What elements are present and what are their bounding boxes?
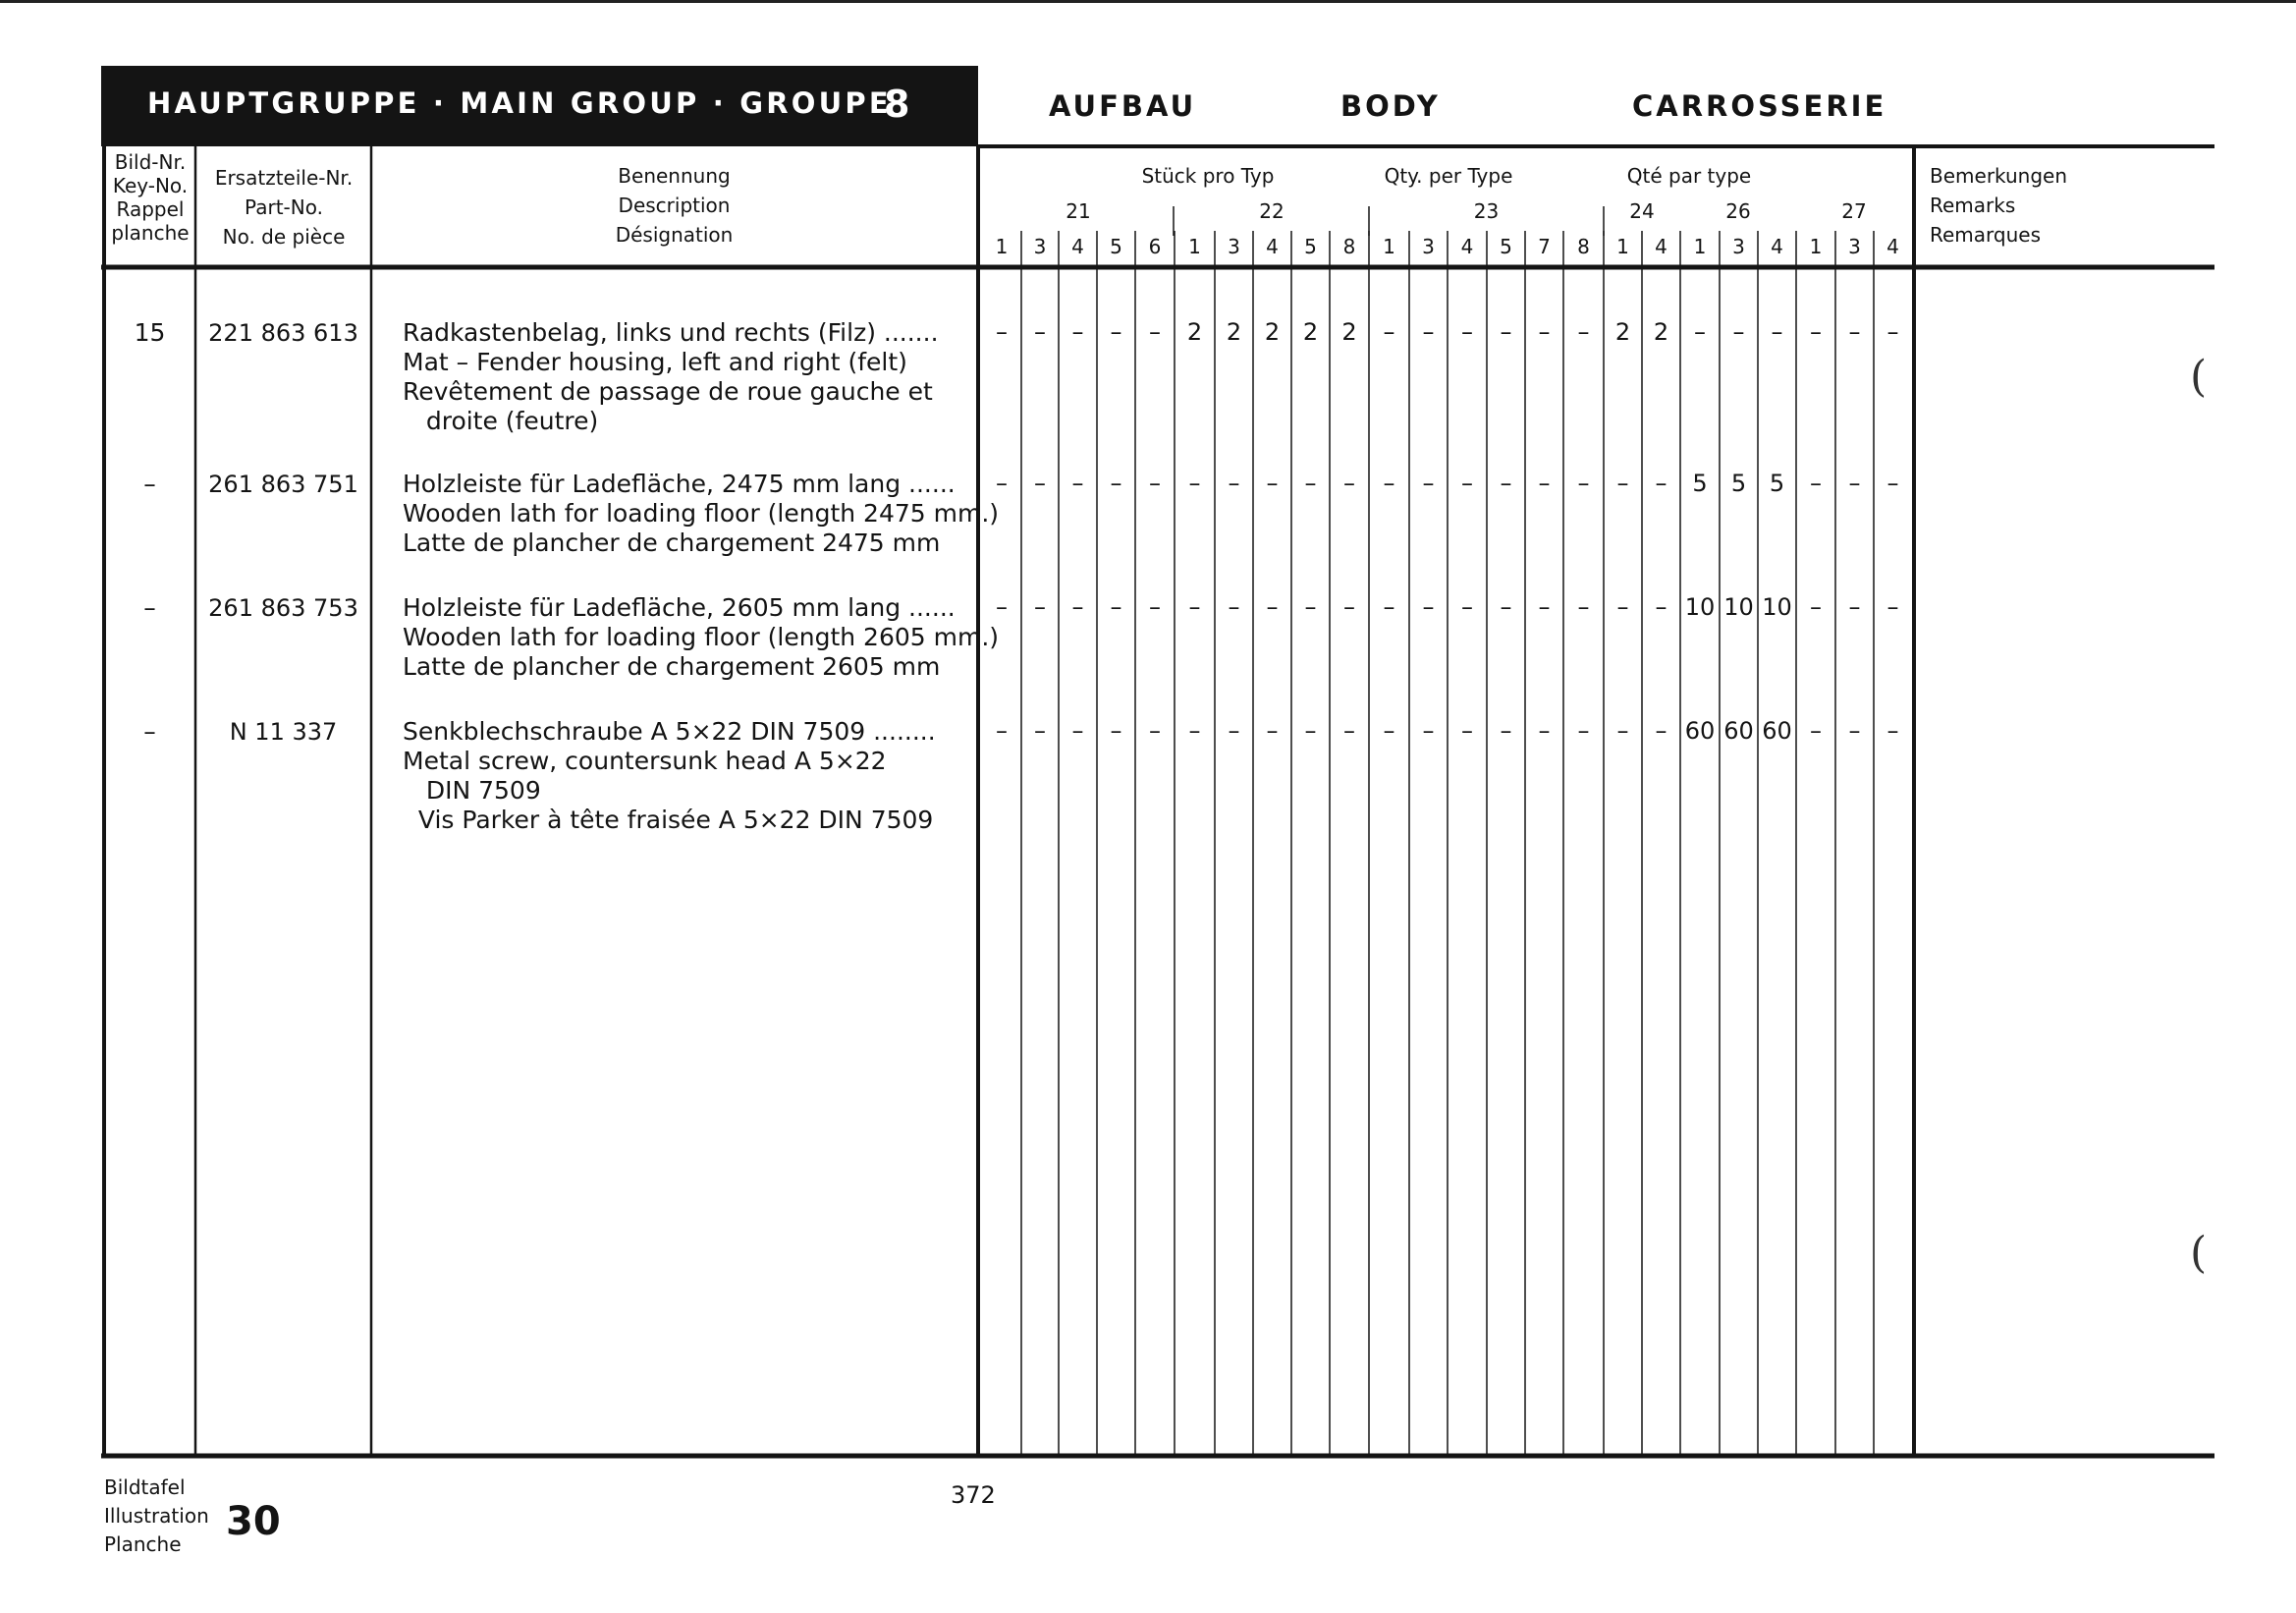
qty-cell: – xyxy=(1886,717,1899,745)
plate-label: Bildtafel Illustration Planche xyxy=(104,1475,209,1556)
main-group-label: HAUPTGRUPPE · MAIN GROUP · GROUPE xyxy=(147,86,892,120)
type-group-label: 24 xyxy=(1629,199,1655,223)
qty-cell: – xyxy=(1500,470,1512,497)
remarks-header: Bemerkungen Remarks Remarques xyxy=(1930,164,2068,247)
qty-cell: 2 xyxy=(1226,318,1242,346)
sub-type-label: 7 xyxy=(1538,235,1551,258)
sub-type-label: 5 xyxy=(1110,235,1122,258)
qty-cell: – xyxy=(1848,470,1861,497)
qty-cell: 10 xyxy=(1762,593,1792,621)
qty-cell: – xyxy=(1188,717,1201,745)
sub-type-label: 5 xyxy=(1500,235,1512,258)
qty-cell: – xyxy=(1461,717,1473,745)
sub-type-label: 3 xyxy=(1422,235,1435,258)
qty-cell: – xyxy=(1034,717,1046,745)
qty-cell: – xyxy=(1500,318,1512,346)
part-number: 261 863 753 xyxy=(208,594,358,622)
qty-cell: – xyxy=(1383,717,1395,745)
key-number: – xyxy=(143,717,156,746)
qty-cell: – xyxy=(1886,318,1899,346)
key-number: – xyxy=(143,470,156,498)
punch-hole-mark-top: ( xyxy=(2190,352,2208,402)
main-group-number: 8 xyxy=(884,83,910,126)
qty-cell: – xyxy=(1343,470,1355,497)
qty-cell: 10 xyxy=(1684,593,1716,621)
qty-title-en: Qty. per Type xyxy=(1384,164,1513,188)
qty-cell: – xyxy=(1266,593,1279,621)
type-group-label: 22 xyxy=(1259,199,1285,223)
qty-cell: – xyxy=(1383,318,1395,346)
qty-cell: 2 xyxy=(1341,318,1357,346)
qty-cell: – xyxy=(1732,318,1745,346)
qty-cell: – xyxy=(1886,470,1899,497)
qty-cell: – xyxy=(1110,470,1122,497)
description-header: Benennung Description Désignation xyxy=(615,164,734,247)
qty-cell: – xyxy=(1810,318,1822,346)
page-number: 372 xyxy=(951,1481,996,1509)
qty-cell: – xyxy=(1071,593,1084,621)
qty-cell: – xyxy=(1461,318,1473,346)
qty-cell: – xyxy=(1383,593,1395,621)
qty-cell: – xyxy=(1577,593,1590,621)
sub-type-label: 3 xyxy=(1732,235,1745,258)
sub-type-label: 4 xyxy=(1771,235,1783,258)
description-line: Wooden lath for loading floor (length 2605 mm.) xyxy=(403,623,1000,651)
description-line: Vis Parker à tête fraisée A 5×22 DIN 7509 xyxy=(403,806,934,834)
qty-cell: – xyxy=(1538,318,1551,346)
qty-cell: – xyxy=(996,318,1008,346)
qty-cell: – xyxy=(1071,318,1084,346)
description-line: Wooden lath for loading floor (length 2475 mm.) xyxy=(403,499,1000,528)
qty-cell: – xyxy=(1616,470,1629,497)
part-no-header: Ersatzteile-Nr. Part-No. No. de pièce xyxy=(214,166,354,249)
section-title-de: AUFBAU xyxy=(1049,89,1197,123)
qty-cell: – xyxy=(1304,593,1317,621)
sub-type-label: 1 xyxy=(995,235,1009,258)
qty-cell: – xyxy=(1886,593,1899,621)
qty-cell: – xyxy=(1188,470,1201,497)
sub-type-label: 1 xyxy=(1693,235,1707,258)
key-no-header: Bild-Nr. Key-No. Rappel planche xyxy=(111,150,190,245)
type-group-label: 21 xyxy=(1066,199,1091,223)
sub-type-label: 1 xyxy=(1188,235,1201,258)
qty-cell: – xyxy=(1771,318,1783,346)
sub-type-label: 8 xyxy=(1342,235,1356,258)
description-line: Holzleiste für Ladefläche, 2475 mm lang ...... xyxy=(403,470,956,498)
qty-cell: – xyxy=(1461,470,1473,497)
qty-cell: – xyxy=(1343,593,1355,621)
qty-cell: – xyxy=(1577,470,1590,497)
qty-cell: – xyxy=(1149,717,1161,745)
qty-cell: – xyxy=(996,593,1008,621)
qty-cell: – xyxy=(1810,593,1822,621)
section-title-fr: CARROSSERIE xyxy=(1632,89,1887,123)
sub-type-label: 4 xyxy=(1460,235,1474,258)
sub-type-label: 4 xyxy=(1071,235,1084,258)
qty-cell: – xyxy=(1500,717,1512,745)
qty-cell: 2 xyxy=(1302,318,1319,346)
description-line: Latte de plancher de chargement 2475 mm xyxy=(403,528,941,557)
qty-cell: 2 xyxy=(1653,318,1669,346)
sub-type-label: 3 xyxy=(1033,235,1047,258)
qty-cell: – xyxy=(1848,717,1861,745)
qty-cell: 2 xyxy=(1264,318,1281,346)
qty-cell: – xyxy=(1188,593,1201,621)
qty-cell: 5 xyxy=(1769,470,1785,497)
part-number: 261 863 751 xyxy=(208,471,358,498)
qty-cell: 60 xyxy=(1723,717,1754,745)
qty-cell: – xyxy=(1266,470,1279,497)
plate-number: 30 xyxy=(226,1499,281,1544)
qty-cell: – xyxy=(1228,717,1240,745)
key-number: 15 xyxy=(134,318,166,347)
qty-cell: – xyxy=(996,470,1008,497)
qty-cell: – xyxy=(1616,717,1629,745)
qty-cell: 2 xyxy=(1186,318,1203,346)
description-line: Mat – Fender housing, left and right (felt) xyxy=(403,348,907,376)
punch-hole-mark-bottom: ( xyxy=(2190,1228,2208,1278)
qty-cell: – xyxy=(1655,470,1667,497)
qty-cell: – xyxy=(1228,593,1240,621)
description-line: Latte de plancher de chargement 2605 mm xyxy=(403,652,941,681)
part-number: N 11 337 xyxy=(229,718,338,746)
qty-cell: – xyxy=(1422,593,1435,621)
sub-type-label: 4 xyxy=(1266,235,1279,258)
qty-cell: – xyxy=(1577,717,1590,745)
qty-cell: – xyxy=(1848,318,1861,346)
sub-type-label: 3 xyxy=(1228,235,1240,258)
description-line: Revêtement de passage de roue gauche et xyxy=(403,377,933,406)
sub-type-label: 4 xyxy=(1886,235,1899,258)
description-line: Senkblechschraube A 5×22 DIN 7509 ........ xyxy=(403,717,936,746)
qty-cell: – xyxy=(1616,593,1629,621)
qty-cell: – xyxy=(1304,717,1317,745)
qty-cell: – xyxy=(1422,470,1435,497)
qty-cell: 60 xyxy=(1684,717,1716,745)
qty-cell: – xyxy=(1383,470,1395,497)
type-group-label: 26 xyxy=(1725,199,1751,223)
qty-cell: – xyxy=(1810,717,1822,745)
qty-cell: – xyxy=(1034,318,1046,346)
qty-cell: 60 xyxy=(1762,717,1792,745)
key-number: – xyxy=(143,593,156,622)
sub-type-label: 1 xyxy=(1809,235,1823,258)
sub-type-label: 3 xyxy=(1848,235,1861,258)
qty-cell: 5 xyxy=(1730,470,1747,497)
qty-cell: – xyxy=(1034,470,1046,497)
description-line: Metal screw, countersunk head A 5×22 xyxy=(403,747,887,775)
qty-cell: – xyxy=(1500,593,1512,621)
qty-cell: – xyxy=(1577,318,1590,346)
qty-cell: – xyxy=(996,717,1008,745)
qty-cell: – xyxy=(1228,470,1240,497)
sub-type-label: 8 xyxy=(1577,235,1590,258)
qty-cell: – xyxy=(1538,470,1551,497)
qty-cell: – xyxy=(1034,593,1046,621)
qty-cell: – xyxy=(1422,717,1435,745)
qty-cell: 2 xyxy=(1614,318,1631,346)
sub-type-label: 6 xyxy=(1148,235,1162,258)
sub-type-label: 5 xyxy=(1304,235,1317,258)
qty-cell: – xyxy=(1422,318,1435,346)
qty-cell: – xyxy=(1461,593,1473,621)
description-line: Holzleiste für Ladefläche, 2605 mm lang ...... xyxy=(403,593,956,622)
sub-type-label: 1 xyxy=(1383,235,1395,258)
sub-type-label: 4 xyxy=(1655,235,1667,258)
qty-cell: – xyxy=(1538,593,1551,621)
qty-cell: 5 xyxy=(1692,470,1708,497)
qty-cell: – xyxy=(1655,593,1667,621)
type-group-label: 23 xyxy=(1473,199,1500,223)
qty-cell: – xyxy=(1538,717,1551,745)
qty-cell: – xyxy=(1149,593,1161,621)
qty-cell: – xyxy=(1110,318,1122,346)
qty-cell: – xyxy=(1266,717,1279,745)
qty-cell: – xyxy=(1655,717,1667,745)
description-line: droite (feutre) xyxy=(403,407,599,435)
qty-cell: – xyxy=(1343,717,1355,745)
qty-cell: – xyxy=(1810,470,1822,497)
qty-cell: – xyxy=(1149,470,1161,497)
qty-cell: – xyxy=(1149,318,1161,346)
part-number: 221 863 613 xyxy=(208,319,358,347)
qty-cell: – xyxy=(1694,318,1706,346)
description-line: Radkastenbelag, links und rechts (Filz) ....... xyxy=(403,318,939,347)
qty-cell: – xyxy=(1071,717,1084,745)
type-group-label: 27 xyxy=(1841,199,1867,223)
qty-title-fr: Qté par type xyxy=(1626,164,1752,188)
sub-type-label: 1 xyxy=(1616,235,1629,258)
qty-cell: – xyxy=(1071,470,1084,497)
qty-cell: – xyxy=(1304,470,1317,497)
section-title-en: BODY xyxy=(1340,89,1441,123)
qty-cell: 10 xyxy=(1723,593,1754,621)
qty-title-de: Stück pro Typ xyxy=(1141,164,1275,188)
qty-cell: – xyxy=(1110,593,1122,621)
qty-cell: – xyxy=(1848,593,1861,621)
qty-cell: – xyxy=(1110,717,1122,745)
description-line: DIN 7509 xyxy=(403,776,541,805)
